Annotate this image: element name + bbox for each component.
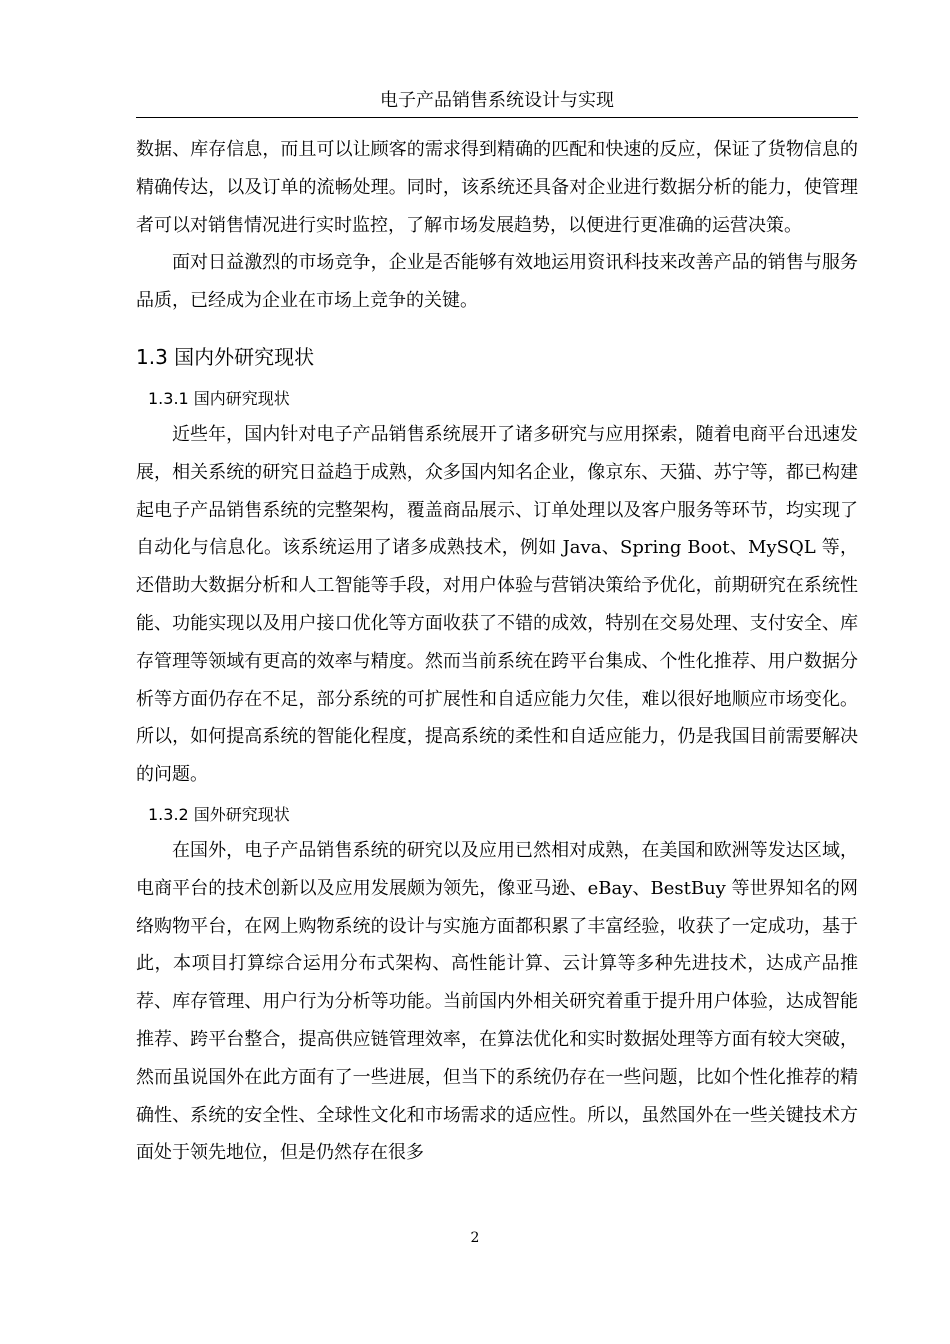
header-rule — [136, 117, 858, 118]
paragraph-market-competition: 面对日益激烈的市场竞争，企业是否能够有效地运用资讯科技来改善产品的销售与服务品质，已经成为企业在市场上竞争的关键。 — [136, 252, 858, 312]
paragraph-continuation: 数据、库存信息，而且可以让顾客的需求得到精确的匹配和快速的反应，保证了货物信息的精确传达，以及订单的流畅处理。同时，该系统还具备对企业进行数据分析的能力，使管理者可以对销售情况进行实时监控，了解市场发展趋势，以便进行更准确的运营决策。 — [136, 139, 858, 236]
page-number: 2 — [470, 1230, 480, 1246]
subsection-heading-domestic: 1.3.1 国内研究现状 — [148, 388, 290, 408]
subsection-heading-foreign: 1.3.2 国外研究现状 — [148, 804, 290, 824]
running-header: 电子产品销售系统设计与实现 — [380, 90, 614, 111]
page-body — [136, 131, 858, 1172]
paragraph-foreign-research: 在国外，电子产品销售系统的研究以及应用已然相对成熟，在美国和欧洲等发达区域，电商平台的技术创新以及应用发展颇为领先，像亚马逊、eBay、BestBuy 等世界知名的网络购物平台，在网上购物系统的设计与实施方面都积累了丰富经验，收获了一定成功，基于此，本项目打算综合运用分布式架构、高性能计算、云计算等多种先进技术，达成产品推荐、库存管理、用户行为分析等功能。当前国内外相关研究着重于提升用户体验，达成智能推荐、跨平台整合，提高供应链管理效率，在算法优化和实时数据处理等方面有较大突破，然而虽说国外在此方面有了一些进展，但当下的系统仍存在一些问题，比如个性化推荐的精确性、系统的安全性、全球性文化和市场需求的适应性。所以，虽然国外在一些关键技术方面处于领先地位，但是仍然存在很多 — [136, 839, 858, 1164]
section-heading: 1.3 国内外研究现状 — [136, 344, 315, 369]
paragraph-domestic-research: 近些年，国内针对电子产品销售系统展开了诸多研究与应用探索，随着电商平台迅速发展，相关系统的研究日益趋于成熟，众多国内知名企业，像京东、天猫、苏宁等，都已构建起电子产品销售系统的完整架构，覆盖商品展示、订单处理以及客户服务等环节，均实现了自动化与信息化。该系统运用了诸多成熟技术，例如 Java、Spring Boot、MySQL 等，还借助大数据分析和人工智能等手段，对用户体验与营销决策给予优化，前期研究在系统性能、功能实现以及用户接口优化等方面收获了不错的成效，特别在交易处理、支付安全、库存管理等领域有更高的效率与精度。然而当前系统在跨平台集成、个性化推荐、用户数据分析等方面仍存在不足，部分系统的可扩展性和自适应能力欠佳，难以很好地顺应市场变化。所以，如何提高系统的智能化程度，提高系统的柔性和自适应能力，仍是我国目前需要解决的问题。 — [136, 423, 858, 786]
